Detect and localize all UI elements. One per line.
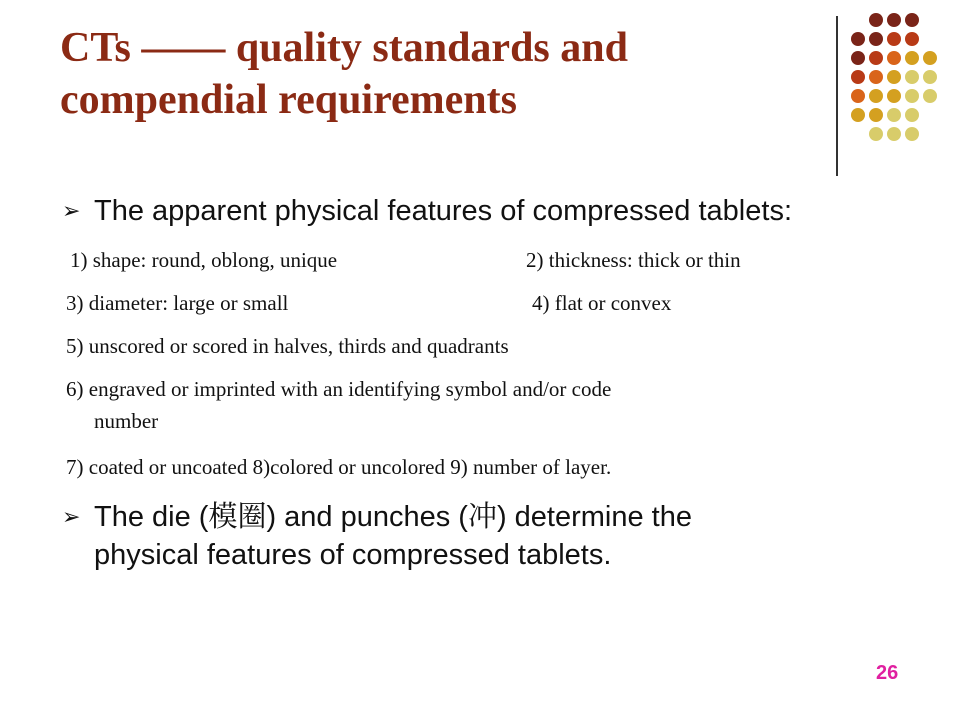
decorative-dot bbox=[905, 51, 919, 65]
decorative-dot bbox=[887, 32, 901, 46]
decorative-dot bbox=[905, 89, 919, 103]
decorative-dot bbox=[851, 51, 865, 65]
bullet-text: The apparent physical features of compressed tablets: bbox=[94, 195, 792, 227]
decorative-dot bbox=[905, 108, 919, 122]
dot-grid-decoration bbox=[850, 12, 950, 162]
feature-item-7: 7) coated or uncoated 8)colored or uncolored 9) number of layer. bbox=[66, 455, 612, 479]
title-line-2: compendial requirements bbox=[60, 77, 517, 123]
decorative-dot bbox=[887, 89, 901, 103]
bullet-text-line-1: The die (模圈) and punches (冲) determine the bbox=[94, 501, 692, 533]
decorative-dot bbox=[869, 127, 883, 141]
arrow-bullet-icon: ➢ bbox=[62, 198, 81, 223]
decorative-dot bbox=[887, 13, 901, 27]
feature-item-5: 5) unscored or scored in halves, thirds and quadrants bbox=[66, 334, 509, 358]
bullet-die-punches bbox=[62, 498, 692, 574]
decorative-dot bbox=[851, 108, 865, 122]
decorative-dot bbox=[887, 51, 901, 65]
decorative-dot bbox=[869, 70, 883, 84]
feature-item-6: 6) engraved or imprinted with an identifying symbol and/or code bbox=[66, 377, 612, 401]
decorative-dot bbox=[923, 89, 937, 103]
decorative-dot bbox=[905, 70, 919, 84]
feature-item-1: 1) shape: round, oblong, unique bbox=[70, 248, 338, 272]
feature-item-2: 2) thickness: thick or thin bbox=[526, 248, 741, 272]
bullet-text-line-2: physical features of compressed tablets. bbox=[94, 539, 612, 571]
decorative-dot bbox=[869, 13, 883, 27]
slide-title bbox=[60, 22, 800, 126]
decorative-dot bbox=[887, 108, 901, 122]
decorative-dot bbox=[869, 51, 883, 65]
decorative-dot bbox=[869, 108, 883, 122]
bullet-physical-features bbox=[62, 192, 792, 230]
decorative-dot bbox=[851, 89, 865, 103]
feature-item-6-cont: number bbox=[94, 409, 159, 433]
vertical-divider bbox=[836, 16, 838, 176]
decorative-dot bbox=[923, 51, 937, 65]
decorative-dot bbox=[905, 127, 919, 141]
decorative-dot bbox=[869, 32, 883, 46]
decorative-dot bbox=[905, 13, 919, 27]
decorative-dot bbox=[887, 70, 901, 84]
arrow-bullet-icon: ➢ bbox=[62, 504, 81, 529]
decorative-dot bbox=[869, 89, 883, 103]
decorative-dot bbox=[851, 70, 865, 84]
title-line-1: CTs —— quality standards and bbox=[60, 25, 628, 71]
decorative-dot bbox=[905, 32, 919, 46]
page-number: 26 bbox=[876, 662, 899, 684]
decorative-dot bbox=[887, 127, 901, 141]
feature-item-3: 3) diameter: large or small bbox=[66, 291, 289, 315]
decorative-dot bbox=[923, 70, 937, 84]
decorative-dot bbox=[851, 32, 865, 46]
feature-item-4: 4) flat or convex bbox=[532, 291, 672, 315]
